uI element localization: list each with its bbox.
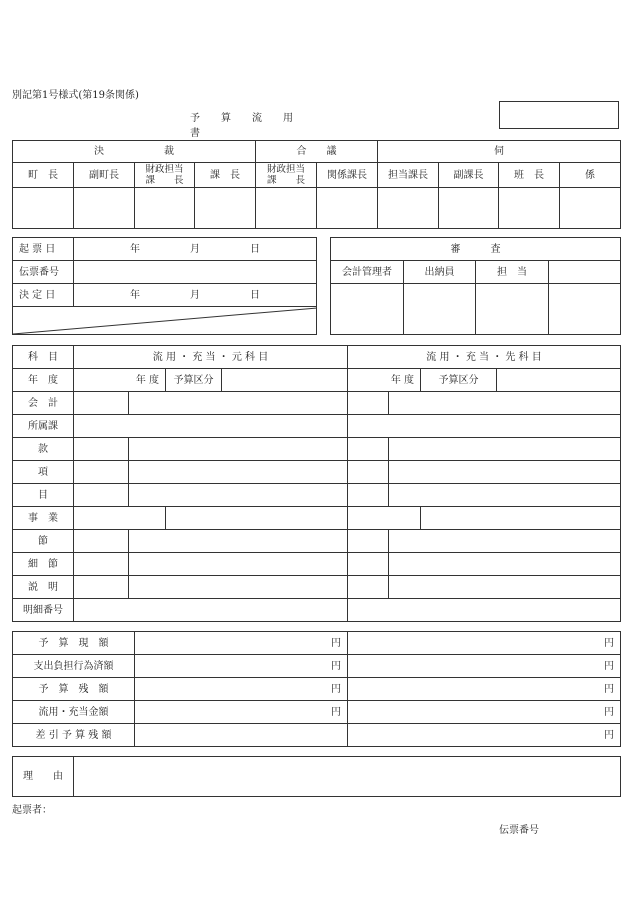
reason-field[interactable] xyxy=(74,757,621,797)
source-name-cell[interactable] xyxy=(129,484,348,507)
row-label-project: 事 業 xyxy=(13,507,74,530)
seal-cell[interactable] xyxy=(74,188,135,229)
col-deputy-chief: 副課長 xyxy=(439,163,499,188)
group-decision: 決 裁 xyxy=(13,141,256,163)
dest-code-cell[interactable] xyxy=(348,530,389,553)
seal-cell[interactable] xyxy=(560,188,621,229)
source-budget-class-field[interactable] xyxy=(222,369,348,392)
dest-detail-number-cell[interactable] xyxy=(348,599,621,622)
budget-committed-label: 支出負担行為済額 xyxy=(13,655,135,678)
dest-name-cell[interactable] xyxy=(389,553,621,576)
dest-name-cell[interactable] xyxy=(389,484,621,507)
dest-name-cell[interactable] xyxy=(389,576,621,599)
dest-code-cell[interactable] xyxy=(348,438,389,461)
seal-cell[interactable] xyxy=(404,284,476,335)
row-label-department: 所属課 xyxy=(13,415,74,438)
slip-number-field[interactable] xyxy=(74,261,317,284)
decision-date-label: 決 定 日 xyxy=(13,284,74,307)
reason-table xyxy=(12,756,621,797)
dest-code-cell[interactable] xyxy=(348,461,389,484)
seal-cell[interactable] xyxy=(549,284,621,335)
col-related-chief: 関係課長 xyxy=(317,163,378,188)
group-inquiry: 伺 xyxy=(378,141,621,163)
row-label-saisetsu: 細 節 xyxy=(13,553,74,576)
diagonal-cell xyxy=(13,307,317,335)
source-amount-cell[interactable] xyxy=(135,724,348,747)
row-label-kan: 款 xyxy=(13,438,74,461)
source-code-cell[interactable] xyxy=(74,576,129,599)
col-mayor: 町 長 xyxy=(13,163,74,188)
col-team-leader: 班 長 xyxy=(499,163,560,188)
seal-cell[interactable] xyxy=(439,188,499,229)
budget-current-label: 予 算 現 額 xyxy=(13,632,135,655)
dest-amount-cell[interactable]: 円 xyxy=(348,701,621,724)
receipt-stamp-box xyxy=(499,101,619,129)
source-code-cell[interactable] xyxy=(74,461,129,484)
source-name-cell[interactable] xyxy=(129,530,348,553)
net-remaining-label: 差 引 予 算 残 額 xyxy=(13,724,135,747)
title-char: 書 xyxy=(190,128,201,139)
seal-cell[interactable] xyxy=(195,188,256,229)
source-budget-class-label: 予算区分 xyxy=(166,369,222,392)
info-table xyxy=(12,237,317,335)
group-consultation: 合 議 xyxy=(256,141,378,163)
dest-name-cell[interactable] xyxy=(389,392,621,415)
dest-name-cell[interactable] xyxy=(389,461,621,484)
dest-budget-class-label: 予算区分 xyxy=(421,369,497,392)
seal-cell[interactable] xyxy=(317,188,378,229)
col-finance-chief-2: 財政担当 課 長 xyxy=(256,163,317,188)
col-blank xyxy=(549,261,621,284)
row-label-account: 会 計 xyxy=(13,392,74,415)
draft-date-field[interactable]: 年 月 日 xyxy=(74,238,317,261)
dest-name-cell[interactable] xyxy=(389,438,621,461)
budget-table xyxy=(12,631,621,747)
document-title xyxy=(190,109,340,139)
col-finance-chief: 財政担当 課 長 xyxy=(135,163,195,188)
seal-cell[interactable] xyxy=(499,188,560,229)
seal-cell[interactable] xyxy=(256,188,317,229)
source-code-cell[interactable] xyxy=(74,553,129,576)
footer-slip-number-label: 伝票番号 xyxy=(499,825,539,836)
reason-label: 理 由 xyxy=(13,757,74,797)
source-name-cell[interactable] xyxy=(129,576,348,599)
source-name-cell[interactable] xyxy=(166,507,348,530)
dest-code-cell[interactable] xyxy=(348,484,389,507)
dest-code-cell[interactable] xyxy=(348,576,389,599)
col-accounting-manager: 会計管理者 xyxy=(331,261,404,284)
dest-year-field[interactable]: 年 度 xyxy=(348,369,421,392)
source-code-cell[interactable] xyxy=(74,438,129,461)
source-detail-number-cell[interactable] xyxy=(74,599,348,622)
col-responsible-chief: 担当課長 xyxy=(378,163,439,188)
source-code-cell[interactable] xyxy=(74,392,129,415)
dest-code-cell[interactable] xyxy=(348,392,389,415)
decision-date-field[interactable]: 年 月 日 xyxy=(74,284,317,307)
title-char: 算 xyxy=(221,113,232,124)
fiscal-year-label: 年 度 xyxy=(13,369,74,392)
diagonal-line xyxy=(13,307,317,335)
title-char: 用 xyxy=(283,113,294,124)
review-table xyxy=(330,237,621,335)
source-amount-cell[interactable]: 円 xyxy=(135,655,348,678)
dest-amount-cell[interactable]: 円 xyxy=(348,678,621,701)
dest-budget-class-field[interactable] xyxy=(497,369,621,392)
dest-amount-cell[interactable]: 円 xyxy=(348,655,621,678)
review-heading: 審 査 xyxy=(331,238,621,261)
source-name-cell[interactable] xyxy=(129,461,348,484)
row-label-detail-number: 明細番号 xyxy=(13,599,74,622)
dest-name-cell[interactable] xyxy=(389,530,621,553)
col-section-chief: 課 長 xyxy=(195,163,256,188)
source-code-cell[interactable] xyxy=(74,507,166,530)
col-in-charge: 担 当 xyxy=(476,261,549,284)
source-name-cell[interactable] xyxy=(129,553,348,576)
dest-amount-cell[interactable]: 円 xyxy=(348,632,621,655)
source-code-cell[interactable] xyxy=(74,484,129,507)
subject-label: 科 目 xyxy=(13,346,74,369)
drafter-label: 起票者： xyxy=(12,805,52,816)
slip-number-label: 伝票番号 xyxy=(13,261,74,284)
seal-cell[interactable] xyxy=(13,188,74,229)
source-amount-cell[interactable]: 円 xyxy=(135,678,348,701)
title-char: 予 xyxy=(190,113,201,124)
row-label-description: 説 明 xyxy=(13,576,74,599)
budget-remaining-label: 予 算 残 額 xyxy=(13,678,135,701)
dest-code-cell[interactable] xyxy=(348,553,389,576)
source-name-cell[interactable] xyxy=(129,438,348,461)
source-year-field[interactable]: 年 度 xyxy=(74,369,166,392)
seal-cell[interactable] xyxy=(135,188,195,229)
draft-date-label: 起 票 日 xyxy=(13,238,74,261)
transfer-amount-label: 流用・充当金額 xyxy=(13,701,135,724)
dest-amount-cell[interactable]: 円 xyxy=(348,724,621,747)
seal-cell[interactable] xyxy=(331,284,404,335)
approval-table xyxy=(12,140,621,229)
dest-code-cell[interactable] xyxy=(348,507,421,530)
seal-cell[interactable] xyxy=(378,188,439,229)
row-label-moku: 目 xyxy=(13,484,74,507)
source-amount-cell[interactable]: 円 xyxy=(135,632,348,655)
form-caption: 別記第1号様式(第19条関係) xyxy=(12,90,139,101)
row-label-kou: 項 xyxy=(13,461,74,484)
source-amount-cell[interactable]: 円 xyxy=(135,701,348,724)
source-subject-heading: 流 用 ・ 充 当 ・ 元 科 目 xyxy=(74,346,348,369)
subject-table xyxy=(12,345,621,622)
col-staff: 係 xyxy=(560,163,621,188)
col-cashier: 出納員 xyxy=(404,261,476,284)
col-deputy-mayor: 副町長 xyxy=(74,163,135,188)
dest-subject-heading: 流 用 ・ 充 当 ・ 先 科 目 xyxy=(348,346,621,369)
title-char: 流 xyxy=(252,113,263,124)
source-name-cell[interactable] xyxy=(129,392,348,415)
row-label-setsu: 節 xyxy=(13,530,74,553)
dest-department-cell[interactable] xyxy=(348,415,621,438)
dest-name-cell[interactable] xyxy=(421,507,621,530)
seal-cell[interactable] xyxy=(476,284,549,335)
source-department-cell[interactable] xyxy=(74,415,348,438)
source-code-cell[interactable] xyxy=(74,530,129,553)
